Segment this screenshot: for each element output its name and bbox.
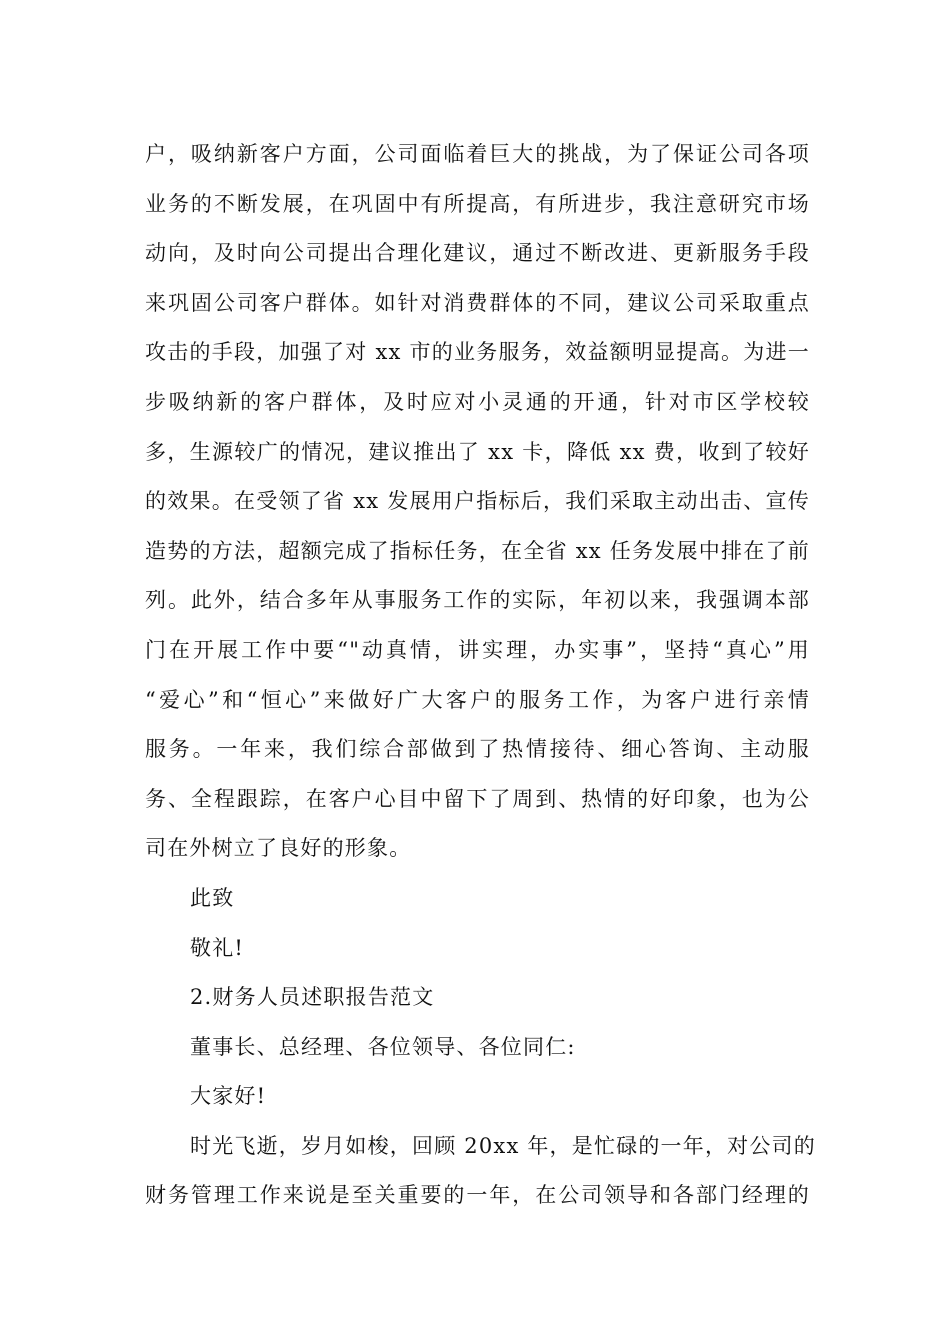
paragraph-line: 司在外树立了良好的形象。 bbox=[145, 836, 412, 861]
paragraph-line: 来巩固公司客户群体。如针对消费群体的不同，建议公司采取重点 bbox=[145, 290, 810, 315]
paragraph-line: 攻击的手段，加强了对 xx 市的业务服务，效益额明显提高。为进一 bbox=[145, 340, 810, 365]
paragraph-line: 动向，及时向公司提出合理化建议，通过不断改进、更新服务手段 bbox=[145, 241, 810, 266]
paragraph-customer-service bbox=[145, 130, 810, 874]
paragraph-line: 多，生源较广的情况，建议推出了 xx 卡，降低 xx 费，收到了较好 bbox=[145, 439, 810, 464]
paragraph-line: 服务。一年来，我们综合部做到了热情接待、细心答询、主动服 bbox=[145, 737, 810, 762]
paragraph-line: 步吸纳新的客户群体，及时应对小灵通的开通，针对市区学校较 bbox=[145, 389, 810, 414]
closing-jingli: 敬礼! bbox=[190, 935, 245, 960]
paragraph-line: 时光飞逝，岁月如梭，回顾 20xx 年，是忙碌的一年，对公司的 bbox=[190, 1133, 816, 1158]
section-title: 2.财务人员述职报告范文 bbox=[190, 985, 435, 1010]
salutation: 董事长、总经理、各位领导、各位同仁: bbox=[190, 1034, 576, 1059]
paragraph-line: 财务管理工作来说是至关重要的一年，在公司领导和各部门经理的 bbox=[145, 1183, 810, 1208]
paragraph-finance-report bbox=[145, 1122, 816, 1221]
paragraph-line: 列。此外，结合多年从事服务工作的实际，年初以来，我强调本部 bbox=[145, 588, 810, 613]
paragraph-line: “爱心”和“恒心”来做好广大客户的服务工作，为客户进行亲情 bbox=[145, 687, 810, 712]
paragraph-line: 造势的方法，超额完成了指标任务，在全省 xx 任务发展中排在了前 bbox=[145, 538, 810, 563]
document-body bbox=[145, 130, 816, 1221]
closing-cizhi: 此致 bbox=[190, 885, 235, 910]
paragraph-line: 务、全程跟踪，在客户心目中留下了周到、热情的好印象，也为公 bbox=[145, 786, 810, 811]
paragraph-line: 的效果。在受领了省 xx 发展用户指标后，我们采取主动出击、宣传 bbox=[145, 489, 810, 514]
greeting: 大家好! bbox=[190, 1084, 267, 1109]
paragraph-line: 业务的不断发展，在巩固中有所提高，有所进步，我注意研究市场 bbox=[145, 191, 810, 216]
paragraph-line: 门在开展工作中要“"动真情，讲实理，办实事”，坚持“真心”用 bbox=[145, 637, 810, 662]
paragraph-line: 户，吸纳新客户方面，公司面临着巨大的挑战，为了保证公司各项 bbox=[145, 142, 810, 166]
